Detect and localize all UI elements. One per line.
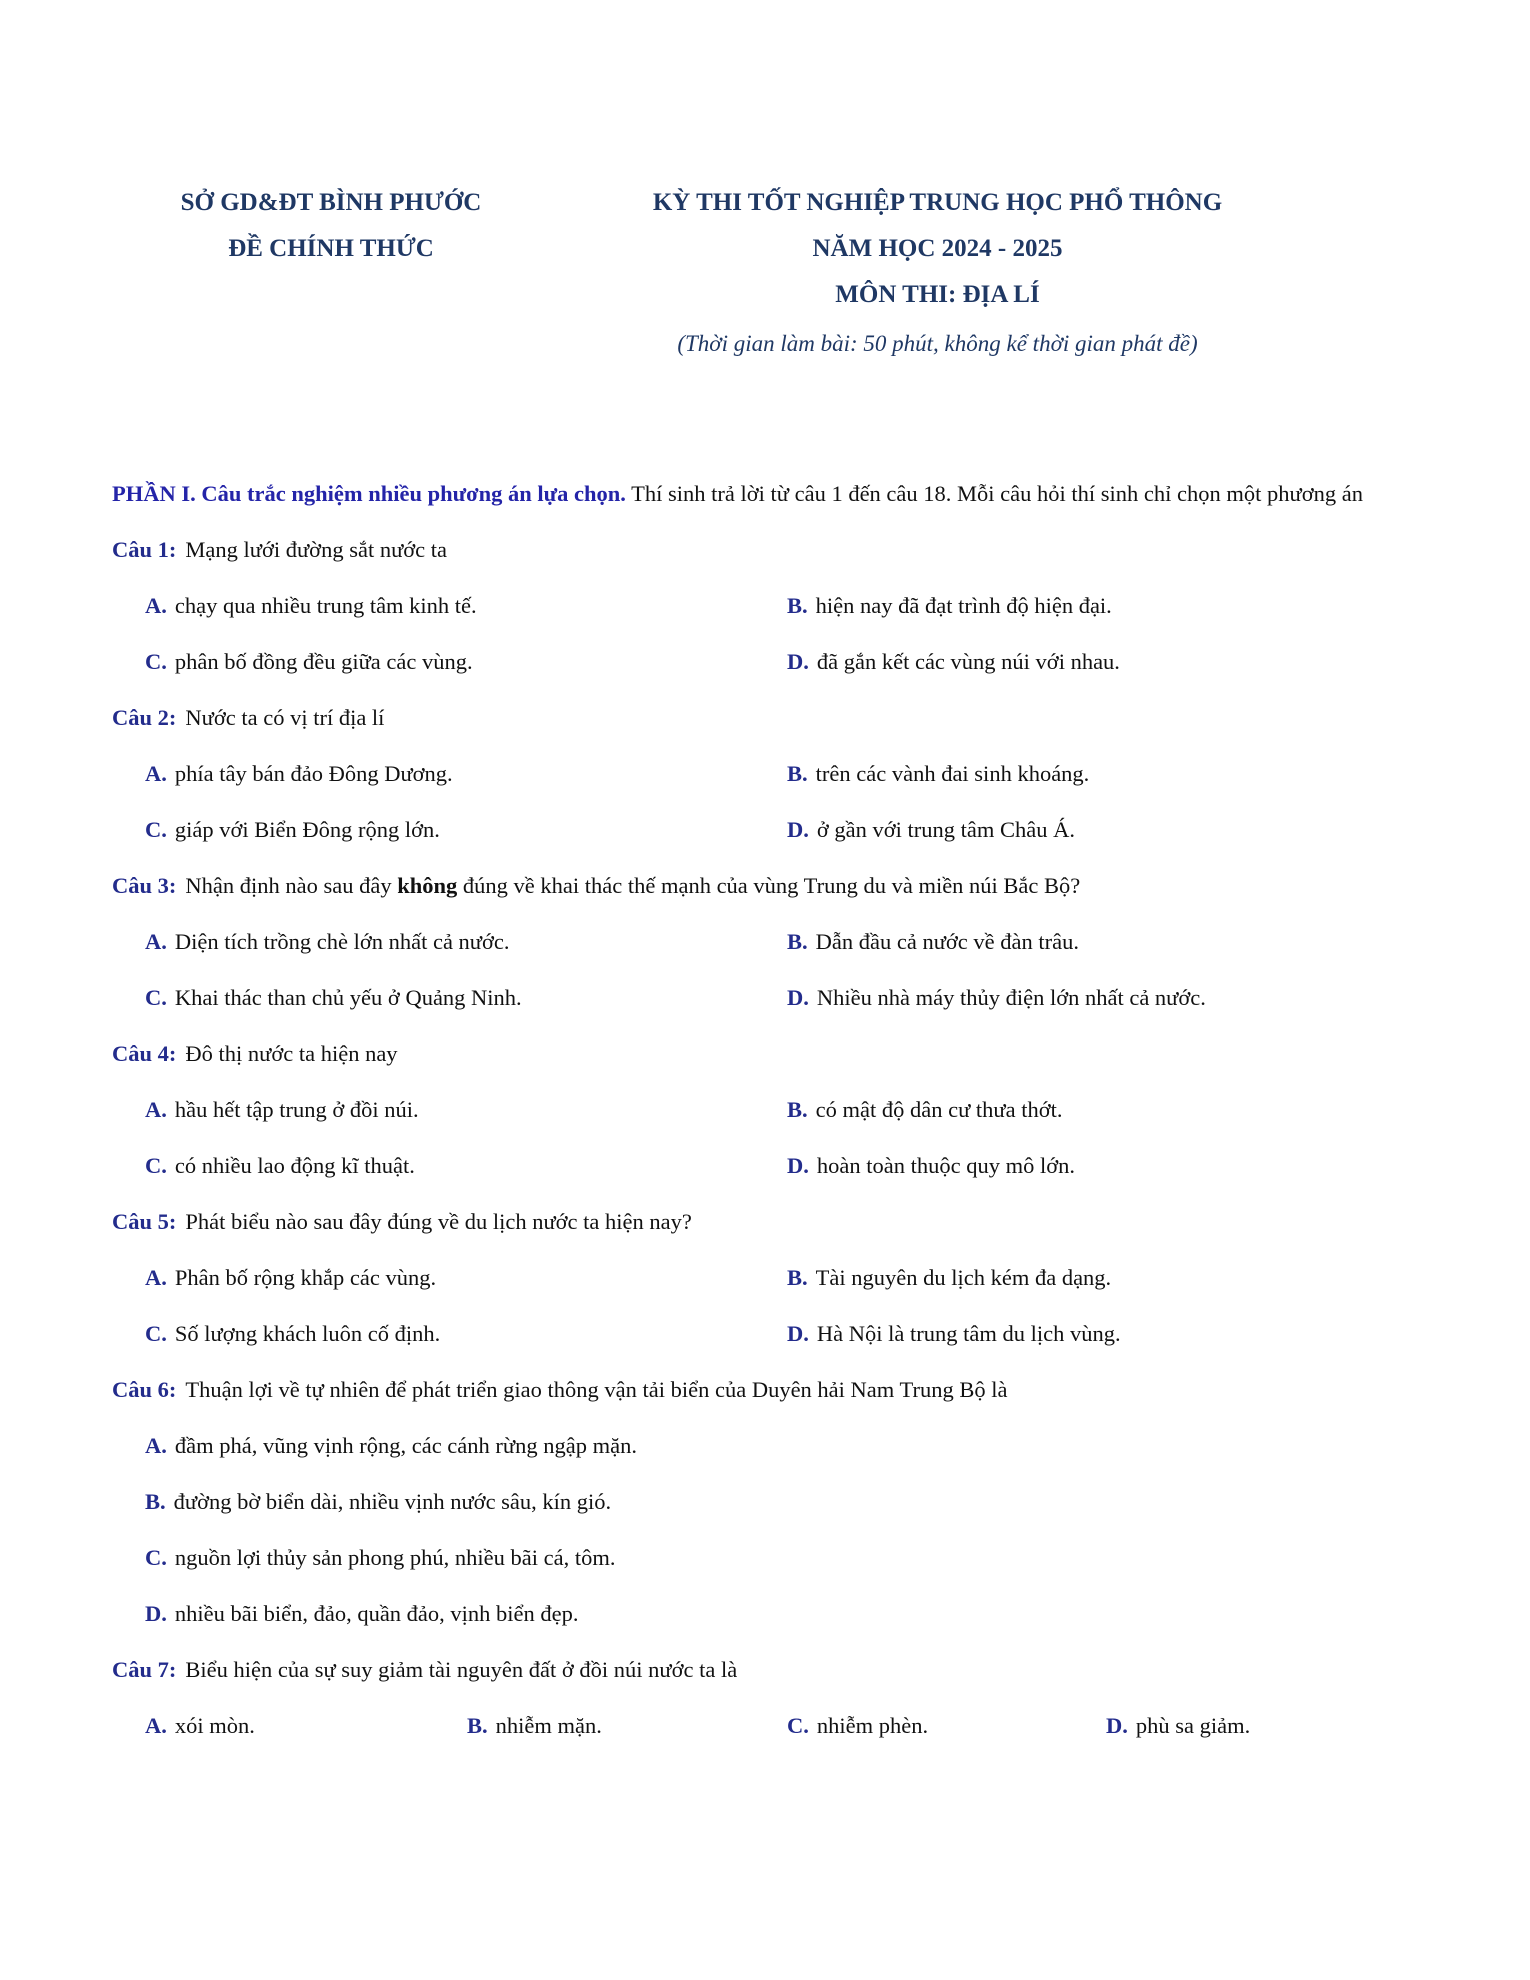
question-7 bbox=[112, 1642, 1445, 1754]
option-text: Nhiều nhà máy thủy điện lớn nhất cả nước. bbox=[816, 985, 1206, 1010]
option-c bbox=[787, 1698, 1106, 1754]
option-c bbox=[145, 802, 787, 858]
option-letter: A. bbox=[145, 593, 167, 618]
question-text-segment: Phát biểu nào sau đây đúng về du lịch nước ta hiện nay? bbox=[185, 1209, 692, 1234]
option-text: Khai thác than chủ yếu ở Quảng Ninh. bbox=[174, 985, 522, 1010]
option-text: phù sa giảm. bbox=[1135, 1713, 1251, 1738]
option-text: đã gắn kết các vùng núi với nhau. bbox=[816, 649, 1120, 674]
option-letter: D. bbox=[787, 985, 809, 1010]
question-text-segment: Nhận định nào sau đây bbox=[185, 873, 398, 898]
option-text: hiện nay đã đạt trình độ hiện đại. bbox=[815, 593, 1112, 618]
option-a bbox=[145, 1698, 467, 1754]
question-text-segment: Nước ta có vị trí địa lí bbox=[185, 705, 385, 730]
option-letter: C. bbox=[145, 1321, 167, 1346]
option-text: đầm phá, vũng vịnh rộng, các cánh rừng ngập mặn. bbox=[174, 1433, 637, 1458]
option-letter: A. bbox=[145, 1713, 167, 1738]
option-b bbox=[787, 578, 1445, 634]
option-b bbox=[467, 1698, 787, 1754]
option-a bbox=[145, 746, 787, 802]
time-note: (Thời gian làm bài: 50 phút, không kể thời gian phát đề) bbox=[677, 331, 1198, 356]
option-a bbox=[145, 1418, 1445, 1474]
issuing-authority-block bbox=[112, 180, 550, 366]
authority-name: SỞ GD&ĐT BÌNH PHƯỚC bbox=[180, 189, 482, 216]
option-text: Hà Nội là trung tâm du lịch vùng. bbox=[816, 1321, 1121, 1346]
option-letter: A. bbox=[145, 1433, 167, 1458]
option-text: trên các vành đai sinh khoáng. bbox=[815, 761, 1090, 786]
question-text-segment: Biểu hiện của sự suy giảm tài nguyên đất ở đồi núi nước ta là bbox=[185, 1657, 738, 1682]
option-text: nguồn lợi thủy sản phong phú, nhiều bãi cá, tôm. bbox=[174, 1545, 616, 1570]
question-5 bbox=[112, 1194, 1445, 1362]
option-b bbox=[787, 1250, 1445, 1306]
question-3 bbox=[112, 858, 1445, 1026]
options-group bbox=[145, 578, 1445, 690]
question-text-segment: không bbox=[397, 873, 458, 898]
option-text: nhiễm mặn. bbox=[495, 1713, 602, 1738]
question-text bbox=[112, 1642, 1445, 1698]
option-text: nhiễm phèn. bbox=[816, 1713, 929, 1738]
option-text: đường bờ biển dài, nhiều vịnh nước sâu, kín gió. bbox=[173, 1489, 612, 1514]
question-label: Câu 2: bbox=[112, 705, 177, 730]
option-letter: B. bbox=[787, 1265, 808, 1290]
options-group bbox=[145, 1418, 1445, 1642]
option-text: chạy qua nhiều trung tâm kinh tế. bbox=[174, 593, 477, 618]
option-letter: D. bbox=[787, 1153, 809, 1178]
option-d bbox=[787, 634, 1445, 690]
option-text: Số lượng khách luôn cố định. bbox=[174, 1321, 441, 1346]
option-letter: C. bbox=[145, 1153, 167, 1178]
options-group bbox=[145, 1698, 1445, 1754]
option-letter: C. bbox=[787, 1713, 809, 1738]
exam-header bbox=[0, 0, 1530, 366]
option-b bbox=[787, 914, 1445, 970]
question-text-segment: Đô thị nước ta hiện nay bbox=[185, 1041, 398, 1066]
option-letter: B. bbox=[787, 593, 808, 618]
exam-title: KỲ THI TỐT NGHIỆP TRUNG HỌC PHỔ THÔNG bbox=[652, 189, 1223, 216]
option-a bbox=[145, 578, 787, 634]
option-text: có mật độ dân cư thưa thớt. bbox=[815, 1097, 1063, 1122]
question-text bbox=[112, 522, 1445, 578]
question-2 bbox=[112, 690, 1445, 858]
question-text-segment: đúng về khai thác thế mạnh của vùng Trung du và miền núi Bắc Bộ? bbox=[457, 873, 1081, 898]
option-b bbox=[145, 1474, 1445, 1530]
question-label: Câu 3: bbox=[112, 873, 177, 898]
exam-type-label: ĐỀ CHÍNH THỨC bbox=[228, 235, 434, 262]
question-1 bbox=[112, 522, 1445, 690]
option-c bbox=[145, 1138, 787, 1194]
option-letter: C. bbox=[145, 1545, 167, 1570]
option-letter: C. bbox=[145, 985, 167, 1010]
option-a bbox=[145, 1250, 787, 1306]
exam-title-block bbox=[550, 180, 1325, 366]
option-d bbox=[787, 1306, 1445, 1362]
option-letter: B. bbox=[787, 1097, 808, 1122]
option-letter: C. bbox=[145, 817, 167, 842]
option-text: Phân bố rộng khắp các vùng. bbox=[174, 1265, 437, 1290]
option-text: hầu hết tập trung ở đồi núi. bbox=[174, 1097, 419, 1122]
school-year: NĂM HỌC 2024 - 2025 bbox=[812, 235, 1063, 262]
options-group bbox=[145, 746, 1445, 858]
option-text: phân bố đồng đều giữa các vùng. bbox=[174, 649, 473, 674]
option-text: Tài nguyên du lịch kém đa dạng. bbox=[815, 1265, 1112, 1290]
option-text: giáp với Biển Đông rộng lớn. bbox=[174, 817, 440, 842]
option-d bbox=[787, 1138, 1445, 1194]
section-title: PHẦN I. Câu trắc nghiệm nhiều phương án lựa chọn. bbox=[112, 481, 626, 506]
option-d bbox=[787, 970, 1445, 1026]
option-letter: A. bbox=[145, 1265, 167, 1290]
option-letter: D. bbox=[1106, 1713, 1128, 1738]
question-text bbox=[112, 1362, 1445, 1418]
option-c bbox=[145, 634, 787, 690]
option-text: có nhiều lao động kĩ thuật. bbox=[174, 1153, 415, 1178]
question-text bbox=[112, 1026, 1445, 1082]
option-b bbox=[787, 1082, 1445, 1138]
question-text bbox=[112, 858, 1445, 914]
option-d bbox=[145, 1586, 1445, 1642]
question-label: Câu 5: bbox=[112, 1209, 177, 1234]
question-text bbox=[112, 1194, 1445, 1250]
option-letter: D. bbox=[145, 1601, 167, 1626]
question-text bbox=[112, 690, 1445, 746]
options-group bbox=[145, 914, 1445, 1026]
option-c bbox=[145, 970, 787, 1026]
option-letter: A. bbox=[145, 761, 167, 786]
option-text: xói mòn. bbox=[174, 1713, 255, 1738]
option-letter: D. bbox=[787, 649, 809, 674]
option-c bbox=[145, 1530, 1445, 1586]
option-a bbox=[145, 1082, 787, 1138]
question-6 bbox=[112, 1362, 1445, 1642]
option-text: ở gần với trung tâm Châu Á. bbox=[816, 817, 1076, 842]
question-label: Câu 6: bbox=[112, 1377, 177, 1402]
option-a bbox=[145, 914, 787, 970]
option-text: phía tây bán đảo Đông Dương. bbox=[174, 761, 453, 786]
option-letter: B. bbox=[145, 1489, 166, 1514]
option-letter: D. bbox=[787, 1321, 809, 1346]
option-d bbox=[1106, 1698, 1445, 1754]
option-text: hoàn toàn thuộc quy mô lớn. bbox=[816, 1153, 1075, 1178]
section-instructions: Thí sinh trả lời từ câu 1 đến câu 18. Mỗi câu hỏi thí sinh chỉ chọn một phương án bbox=[625, 481, 1363, 506]
option-text: nhiều bãi biển, đảo, quần đảo, vịnh biển đẹp. bbox=[174, 1601, 579, 1626]
question-label: Câu 7: bbox=[112, 1657, 177, 1682]
option-text: Dẫn đầu cả nước về đàn trâu. bbox=[815, 929, 1079, 954]
option-c bbox=[145, 1306, 787, 1362]
option-letter: D. bbox=[787, 817, 809, 842]
questions-list bbox=[112, 522, 1445, 1754]
option-letter: B. bbox=[787, 761, 808, 786]
option-text: Diện tích trồng chè lớn nhất cả nước. bbox=[174, 929, 510, 954]
option-b bbox=[787, 746, 1445, 802]
question-label: Câu 1: bbox=[112, 537, 177, 562]
question-label: Câu 4: bbox=[112, 1041, 177, 1066]
section-intro bbox=[112, 466, 1445, 522]
options-group bbox=[145, 1082, 1445, 1194]
subject-line: MÔN THI: ĐỊA LÍ bbox=[835, 281, 1040, 308]
option-letter: B. bbox=[467, 1713, 488, 1738]
question-text-segment: Thuận lợi về tự nhiên để phát triển giao thông vận tải biển của Duyên hải Nam Trung Bộ là bbox=[185, 1377, 1008, 1402]
option-letter: A. bbox=[145, 929, 167, 954]
option-letter: B. bbox=[787, 929, 808, 954]
option-letter: C. bbox=[145, 649, 167, 674]
option-letter: A. bbox=[145, 1097, 167, 1122]
question-text-segment: Mạng lưới đường sắt nước ta bbox=[185, 537, 448, 562]
option-d bbox=[787, 802, 1445, 858]
question-4 bbox=[112, 1026, 1445, 1194]
options-group bbox=[145, 1250, 1445, 1362]
exam-body bbox=[0, 466, 1530, 1754]
